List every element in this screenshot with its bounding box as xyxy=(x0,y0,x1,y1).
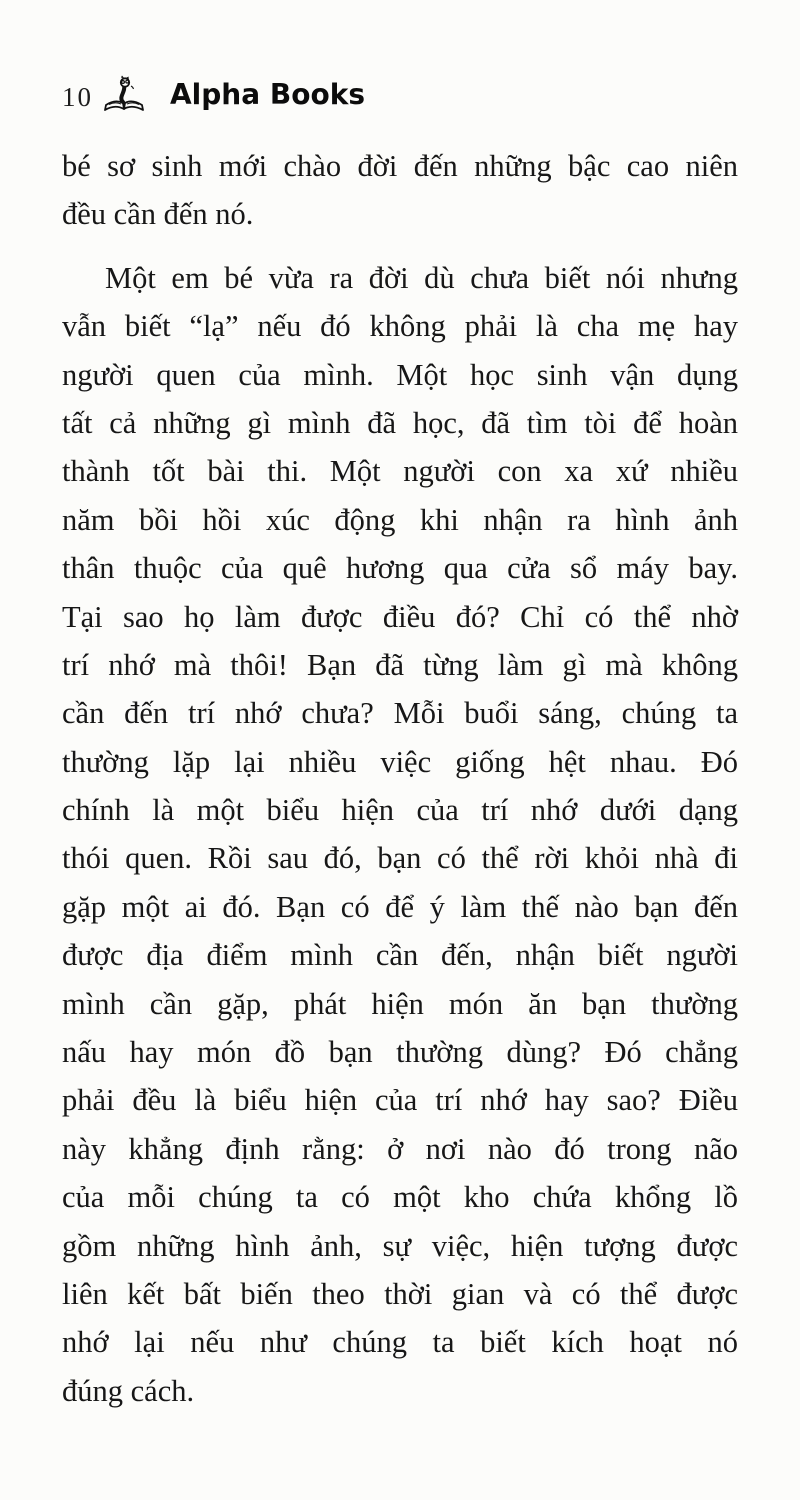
text-line: được địa điểm mình cần đến, nhận biết người xyxy=(62,938,738,973)
text-line: mình cần gặp, phát hiện món ăn bạn thường xyxy=(62,986,738,1021)
page-text-block xyxy=(62,142,738,1415)
text-line: tất cả những gì mình đã học, đã tìm tòi để hoàn xyxy=(62,405,738,440)
page-number: 10 xyxy=(62,82,93,112)
text-line: nấu hay món đồ bạn thường dùng? Đó chẳng xyxy=(62,1035,738,1070)
text-line: trí nhớ mà thôi! Bạn đã từng làm gì mà không xyxy=(62,647,738,682)
text-line: Một em bé vừa ra đời dù chưa biết nói nhưng xyxy=(105,260,738,295)
text-line: này khẳng định rằng: ở nơi nào đó trong não xyxy=(62,1131,738,1166)
page-header xyxy=(0,0,800,120)
text-line: Tại sao họ làm được điều đó? Chỉ có thể nhờ xyxy=(62,599,738,634)
text-line: thói quen. Rồi sau đó, bạn có thể rời khỏi nhà đi xyxy=(62,841,738,876)
text-line: nhớ lại nếu như chúng ta biết kích hoạt nó xyxy=(62,1325,738,1360)
text-line: gồm những hình ảnh, sự việc, hiện tượng được xyxy=(62,1228,738,1263)
text-line: cần đến trí nhớ chưa? Mỗi buổi sáng, chúng ta xyxy=(62,696,738,731)
paragraph xyxy=(62,142,738,239)
bookworm-on-open-book-icon xyxy=(102,72,146,116)
text-line: thành tốt bài thi. Một người con xa xứ nhiều xyxy=(62,454,738,489)
paragraph xyxy=(62,254,738,1415)
text-line: bé sơ sinh mới chào đời đến những bậc cao niên xyxy=(62,149,738,183)
text-line: của mỗi chúng ta có một kho chứa khổng lồ xyxy=(62,1180,738,1215)
text-line: gặp một ai đó. Bạn có để ý làm thế nào bạn đến xyxy=(62,889,738,924)
text-line: đúng cách. xyxy=(62,1373,195,1408)
text-line: đều cần đến nó. xyxy=(62,197,254,232)
text-line: năm bồi hồi xúc động khi nhận ra hình ảnh xyxy=(62,502,738,537)
text-line: vẫn biết “lạ” nếu đó không phải là cha mẹ hay xyxy=(62,309,738,344)
text-line: chính là một biểu hiện của trí nhớ dưới dạng xyxy=(62,793,738,828)
text-line: phải đều là biểu hiện của trí nhớ hay sao? Điều xyxy=(62,1083,738,1118)
text-line: thân thuộc của quê hương qua cửa sổ máy bay. xyxy=(62,551,738,586)
text-line: liên kết bất biến theo thời gian và có thể được xyxy=(62,1276,738,1311)
text-line: người quen của mình. Một học sinh vận dụng xyxy=(62,357,738,392)
text-line: thường lặp lại nhiều việc giống hệt nhau. Đó xyxy=(62,744,738,779)
publisher-brand-title: Alpha Books xyxy=(170,77,365,112)
